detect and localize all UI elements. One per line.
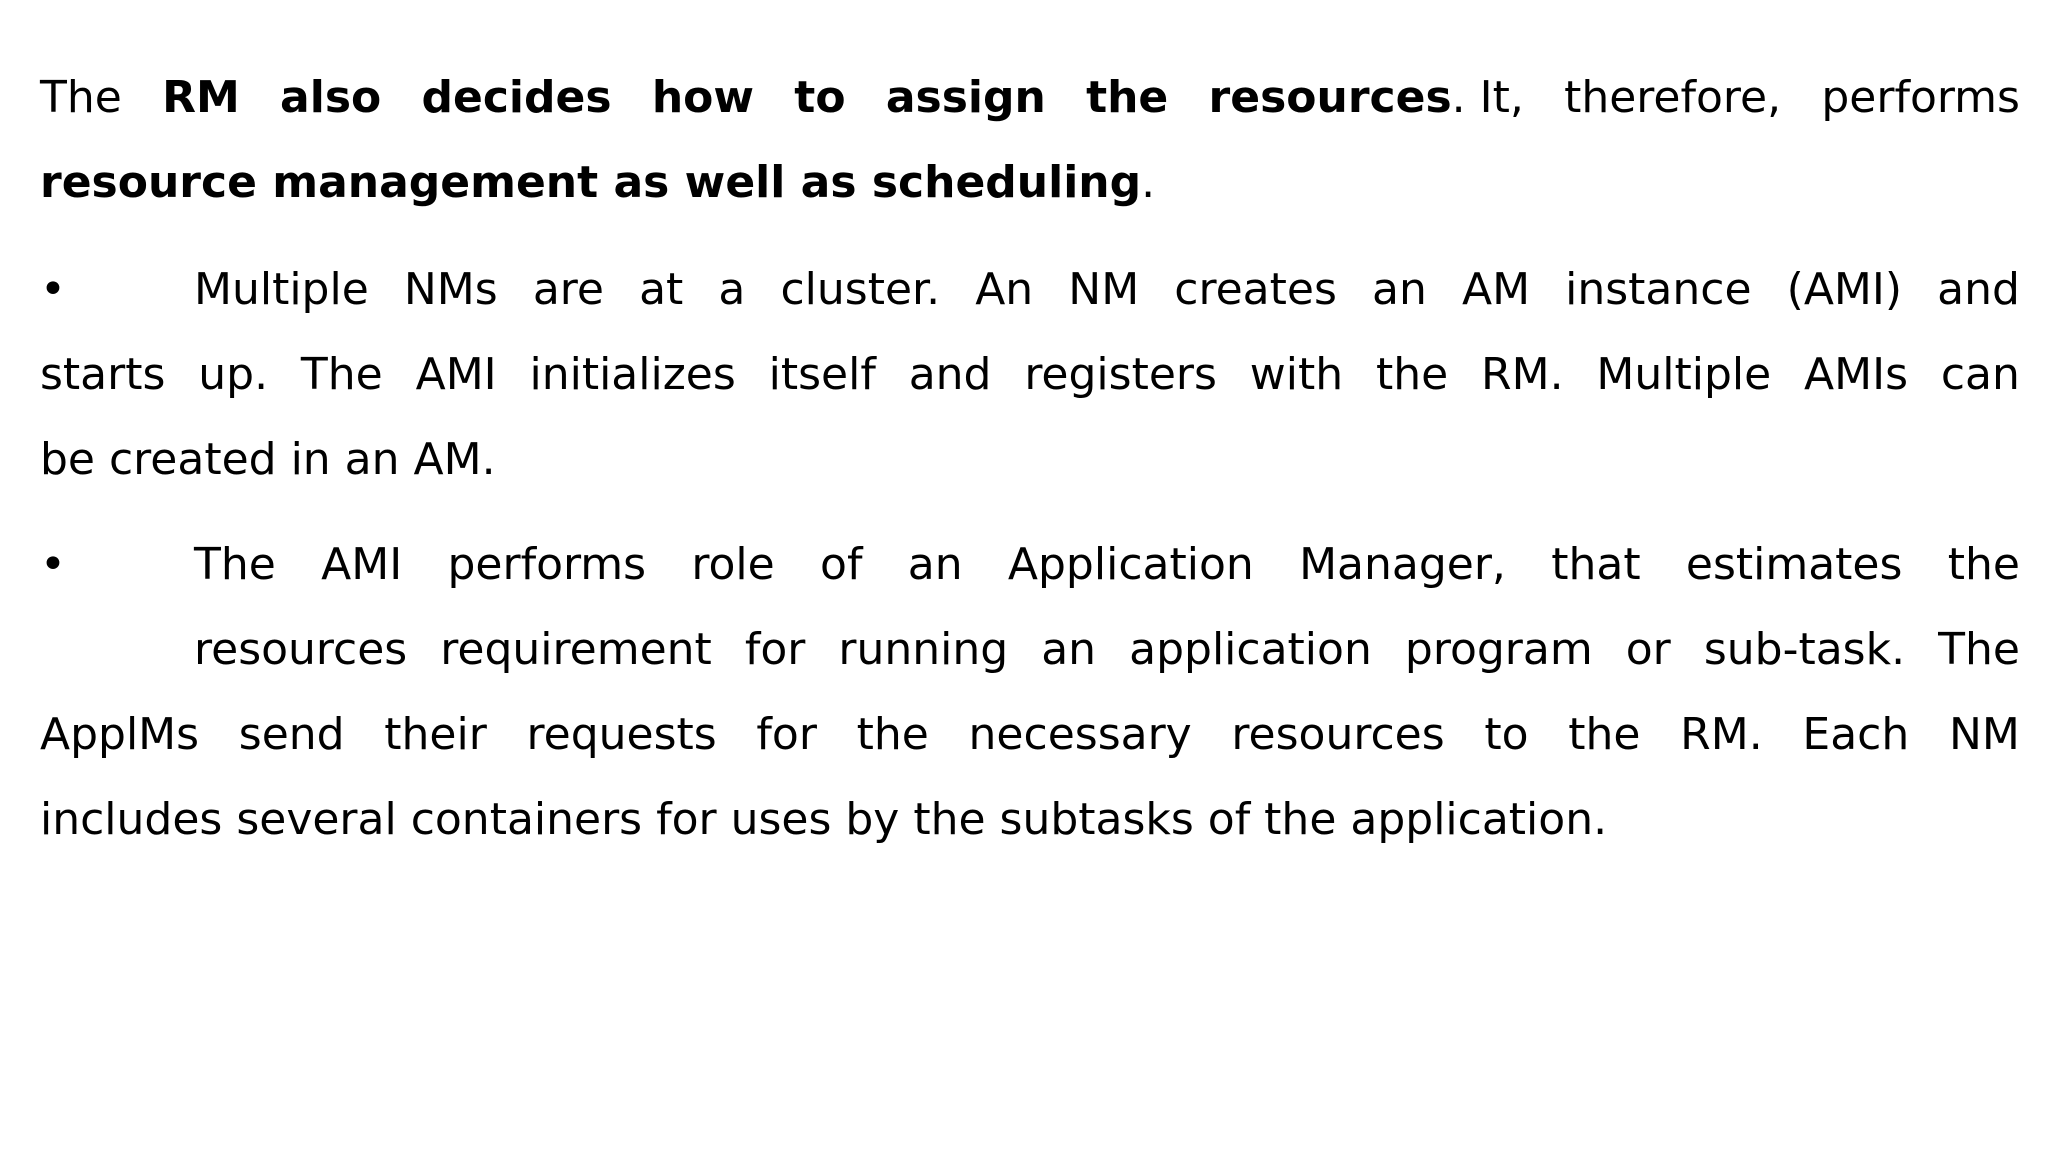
word: up.: [198, 349, 269, 400]
word: necessary: [968, 709, 1192, 760]
word: sub-task.: [1703, 624, 1906, 675]
word: AMIs: [1804, 349, 1908, 400]
word: can: [1940, 349, 2020, 400]
bullet1-line3: be created in an AM.: [40, 434, 496, 485]
word: role: [691, 539, 775, 590]
word: instance: [1565, 264, 1752, 315]
bullet1-line1: [194, 260, 2020, 320]
word: Multiple: [1596, 349, 1772, 400]
word: registers: [1024, 349, 1217, 400]
word: ApplMs: [40, 709, 200, 760]
word: application: [1129, 624, 1372, 675]
word: an: [1372, 264, 1427, 315]
word: send: [238, 709, 345, 760]
word: initializes: [529, 349, 736, 400]
word: program: [1404, 624, 1593, 675]
word: itself: [768, 349, 876, 400]
word: An: [975, 264, 1034, 315]
word: the: [856, 709, 929, 760]
word: performs: [447, 539, 647, 590]
word: NM: [1948, 709, 2020, 760]
word: and: [1937, 264, 2020, 315]
bold-word: the: [1086, 72, 1169, 123]
word: requests: [526, 709, 717, 760]
word: requirement: [440, 624, 712, 675]
word: the: [1947, 539, 2020, 590]
word: with: [1249, 349, 1344, 400]
word: therefore,: [1564, 72, 1782, 123]
word: NM: [1068, 264, 1140, 315]
para1-line2: [40, 153, 2020, 213]
bold-word: how: [651, 72, 755, 123]
word: estimates: [1685, 539, 1903, 590]
word: RM.: [1680, 709, 1763, 760]
word: The: [194, 539, 276, 590]
bullet2-line3: [40, 705, 2020, 765]
word: the: [1568, 709, 1641, 760]
word: for: [744, 624, 806, 675]
word: . It,: [1451, 72, 1524, 123]
word: The: [40, 72, 122, 123]
word: cluster.: [780, 264, 941, 315]
word: Application: [1007, 539, 1254, 590]
document-page: [40, 0, 2020, 1152]
para1-line1: [40, 68, 2020, 128]
word: for: [756, 709, 817, 760]
word: an: [907, 539, 963, 590]
word: Manager,: [1299, 539, 1506, 590]
bold-word: RM: [162, 72, 240, 123]
word: Each: [1802, 709, 1910, 760]
bold-word-with-punct: [1209, 68, 1524, 128]
word: the: [1375, 349, 1449, 400]
word: AMI: [415, 349, 497, 400]
word: at: [639, 264, 684, 315]
word: are: [532, 264, 604, 315]
bullet2-line4: includes several containers for uses by the subtasks of the application.: [40, 794, 1608, 845]
word: to: [1484, 709, 1529, 760]
word: Multiple: [194, 264, 369, 315]
word: AM: [1461, 264, 1531, 315]
word: (AMI): [1786, 264, 1903, 315]
word: running: [838, 624, 1009, 675]
word: resources: [1231, 709, 1445, 760]
word: The: [1938, 624, 2020, 675]
bullet-1-marker: •: [40, 264, 66, 315]
bullet2-line2: [194, 620, 2020, 680]
word: performs: [1821, 72, 2020, 123]
bullet1-line2: [40, 345, 2020, 405]
bold-word: decides: [421, 72, 612, 123]
word: starts: [40, 349, 166, 400]
word: The: [300, 349, 383, 400]
word: and: [908, 349, 992, 400]
word: resources: [194, 624, 408, 675]
word: an: [1041, 624, 1097, 675]
word: .: [1141, 157, 1156, 208]
word: creates: [1174, 264, 1337, 315]
bold-word: assign: [885, 72, 1046, 123]
bullet-2-marker: •: [40, 539, 66, 590]
word: that: [1551, 539, 1641, 590]
word: RM.: [1481, 349, 1564, 400]
word: or: [1625, 624, 1671, 675]
bold-word: also: [280, 72, 382, 123]
word: their: [384, 709, 487, 760]
bold-word: to: [794, 72, 846, 123]
bullet2-line1: [194, 535, 2020, 595]
bold-phrase: resource management as well as scheduling: [40, 157, 1142, 208]
word: of: [820, 539, 863, 590]
bold-word: resources: [1208, 72, 1452, 123]
word: AMI: [321, 539, 403, 590]
word: a: [718, 264, 746, 315]
word: NMs: [403, 264, 498, 315]
